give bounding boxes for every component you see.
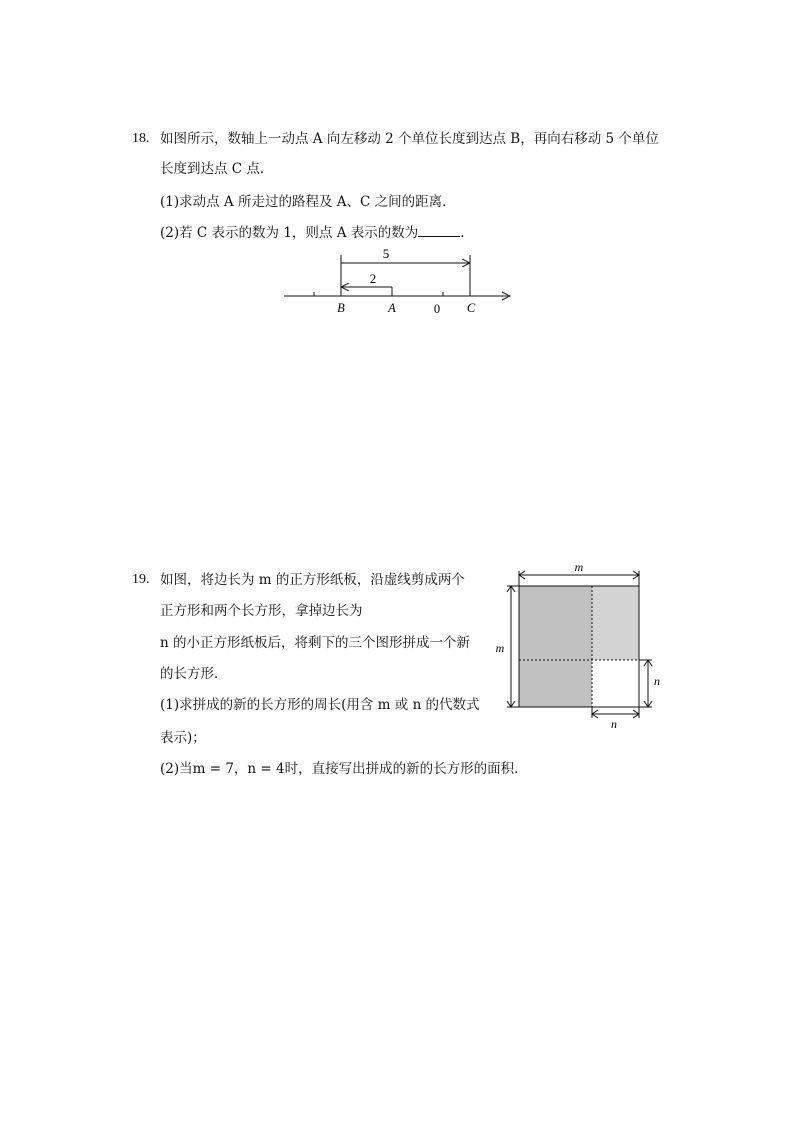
- q19-part2: (2)当m = 7，n = 4时，直接写出拼成的新的长方形的面积．: [160, 761, 528, 777]
- label-5: 5: [382, 246, 390, 261]
- bottom-left-rectangle: [519, 660, 592, 707]
- q19-line3: n 的小正方形纸板后，将剩下的三个图形拼成一个新: [160, 635, 470, 651]
- label-c: C: [466, 301, 476, 315]
- top-right-rectangle: [592, 586, 639, 660]
- bottom-right-small-square: [592, 660, 639, 707]
- label-m-top: m: [574, 560, 584, 574]
- q18-part2-suffix: .: [460, 225, 465, 241]
- q18-line1: 如图所示，数轴上一动点 A 向左移动 2 个单位长度到达点 B，再向右移动 5 个单位: [160, 131, 659, 147]
- q18-part2-prefix: (2)若 C 表示的数为 1，则点 A 表示的数为: [160, 225, 419, 241]
- q19-line1: 如图，将边长为 m 的正方形纸板，沿虚线剪成两个: [160, 572, 465, 588]
- number-line-figure: [280, 242, 520, 322]
- q19-part1a: (1)求拼成的新的长方形的周长(用含 m 或 n 的代数式: [160, 697, 480, 713]
- label-n-right: n: [654, 674, 660, 688]
- top-left-square: [519, 586, 592, 660]
- q18-part2: [160, 224, 465, 242]
- q18-part1: (1)求动点 A 所走过的路程及 A、C 之间的距离．: [160, 194, 456, 210]
- q19-part1b: 表示)；: [160, 730, 206, 746]
- q19-number: 19.: [132, 572, 150, 587]
- label-n-bottom: n: [611, 717, 617, 730]
- answer-blank: [418, 224, 460, 237]
- square-figure: [490, 558, 670, 730]
- q18-line2: 长度到达点 C 点．: [160, 161, 274, 177]
- label-a: A: [388, 301, 396, 315]
- label-2: 2: [369, 271, 377, 286]
- label-zero: 0: [433, 302, 441, 316]
- q19-line2: 正方形和两个长方形，拿掉边长为: [160, 603, 363, 619]
- label-m-left: m: [495, 641, 505, 655]
- q19-line4: 的长方形．: [160, 666, 228, 682]
- q18-number: 18.: [132, 131, 150, 146]
- label-b: B: [337, 301, 345, 315]
